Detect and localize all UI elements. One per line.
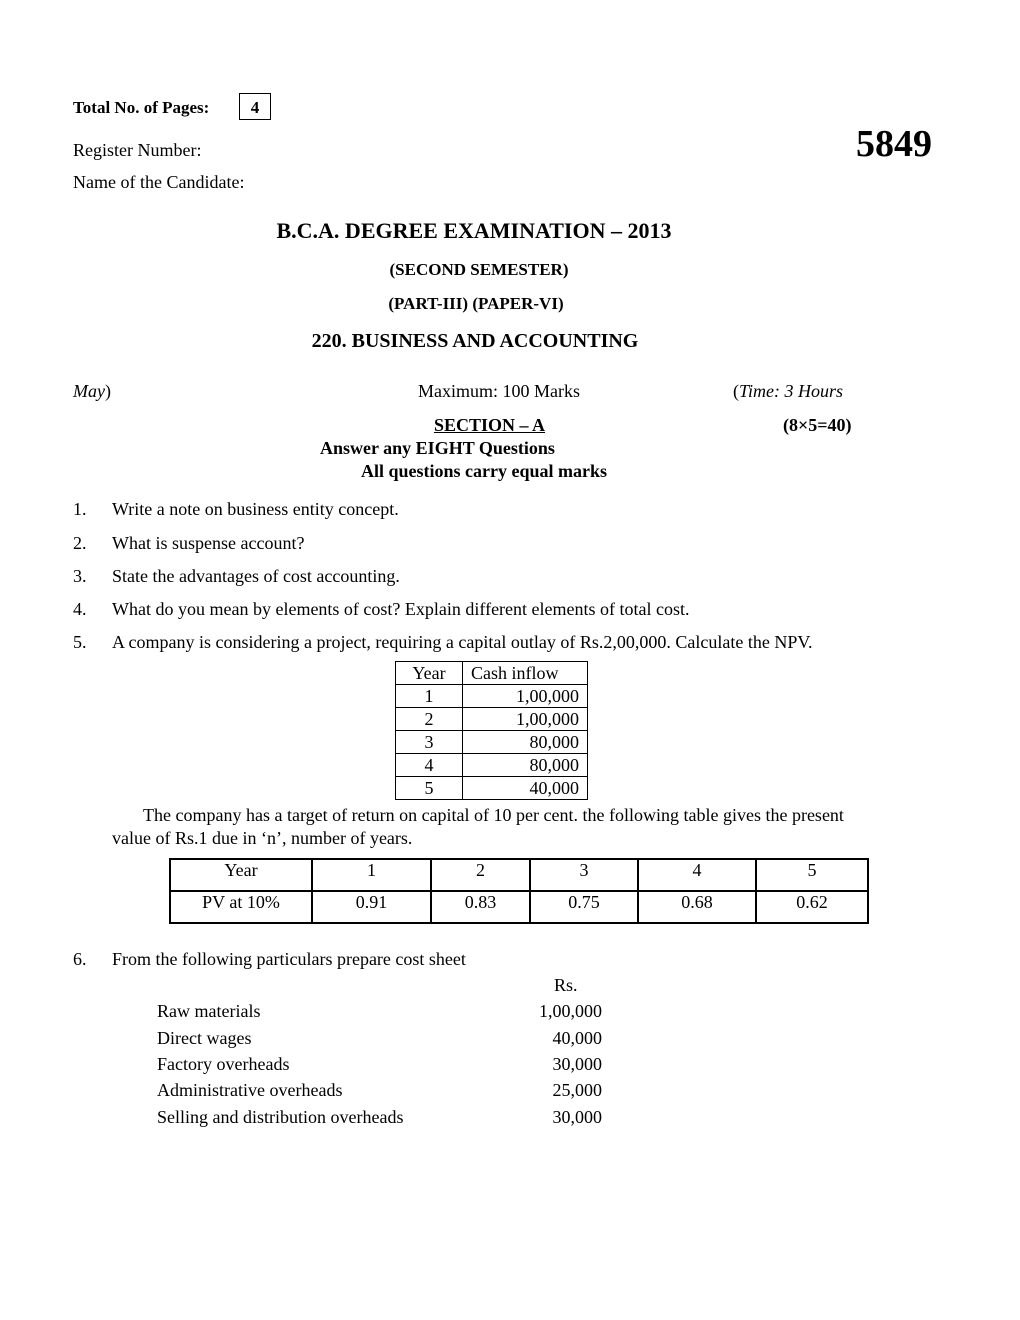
question-5-note-line1: The company has a target of return on capital of 10 per cent. the following table gives the present <box>143 805 844 825</box>
table-header: Cash inflow <box>463 662 588 685</box>
question-number: 5. <box>73 632 87 652</box>
section-a-note: All questions carry equal marks <box>361 461 608 481</box>
question-number: 1. <box>73 499 87 519</box>
question-text: What is suspense account? <box>112 533 305 553</box>
question-number: 3. <box>73 566 87 586</box>
table-cell: 1 <box>312 859 431 891</box>
paper-code: 5849 <box>856 123 932 165</box>
question-text: A company is considering a project, requiring a capital outlay of Rs.2,00,000. Calculate the NPV. <box>112 632 813 652</box>
question-text: Write a note on business entity concept. <box>112 499 399 519</box>
table-cell: PV at 10% <box>170 891 312 923</box>
cost-item-value: 30,000 <box>552 1054 602 1074</box>
total-pages-value: 4 <box>239 93 271 120</box>
table-cell: 0.83 <box>431 891 530 923</box>
semester-title: (SECOND SEMESTER) <box>389 260 569 279</box>
cost-sheet-unit: Rs. <box>554 975 578 995</box>
question-number: 6. <box>73 949 87 969</box>
table-row <box>170 891 868 923</box>
table-cell: 2 <box>431 859 530 891</box>
exam-month: May) <box>73 381 111 401</box>
register-number-label: Register Number: <box>73 140 202 160</box>
section-a-marks: (8×5=40) <box>783 415 852 435</box>
table-cell: 4 <box>638 859 756 891</box>
table-cell: 1 <box>396 685 463 708</box>
table-cell: 2 <box>396 708 463 731</box>
table-cell: 80,000 <box>463 731 588 754</box>
table-cell: 40,000 <box>463 777 588 800</box>
cost-item-value: 1,00,000 <box>539 1001 602 1021</box>
table-header-row <box>396 662 588 685</box>
maximum-marks: Maximum: 100 Marks <box>418 381 580 401</box>
cost-item-value: 40,000 <box>552 1028 602 1048</box>
question-number: 2. <box>73 533 87 553</box>
table-cell: 0.75 <box>530 891 638 923</box>
section-a-instruction: Answer any EIGHT Questions <box>320 438 555 458</box>
table-cell: Year <box>170 859 312 891</box>
cost-item-label: Selling and distribution overheads <box>157 1107 404 1127</box>
question-number: 4. <box>73 599 87 619</box>
part-title: (PART-III) (PAPER-VI) <box>388 294 564 313</box>
table-cell: 0.68 <box>638 891 756 923</box>
table-row <box>396 708 588 731</box>
candidate-name-label: Name of the Candidate: <box>73 172 245 192</box>
question-5-note-line2: value of Rs.1 due in ‘n’, number of years. <box>112 828 413 848</box>
section-a-title: SECTION – A <box>434 415 546 435</box>
table-cell: 5 <box>396 777 463 800</box>
question-text: What do you mean by elements of cost? Explain different elements of total cost. <box>112 599 690 619</box>
present-value-table <box>169 858 869 924</box>
exam-time: (Time: 3 Hours <box>733 381 844 401</box>
table-cell: 5 <box>756 859 868 891</box>
exam-title: B.C.A. DEGREE EXAMINATION – 2013 <box>276 218 672 243</box>
table-header: Year <box>396 662 463 685</box>
question-text: From the following particulars prepare cost sheet <box>112 949 466 969</box>
table-row <box>170 859 868 891</box>
cost-item-label: Raw materials <box>157 1001 261 1021</box>
cost-item-label: Administrative overheads <box>157 1080 343 1100</box>
cash-inflow-table <box>395 661 588 800</box>
table-row <box>396 777 588 800</box>
table-cell: 3 <box>530 859 638 891</box>
table-cell: 80,000 <box>463 754 588 777</box>
table-row <box>396 731 588 754</box>
table-cell: 1,00,000 <box>463 685 588 708</box>
table-cell: 3 <box>396 731 463 754</box>
subject-title: 220. BUSINESS AND ACCOUNTING <box>311 330 639 352</box>
table-row <box>396 754 588 777</box>
question-text: State the advantages of cost accounting. <box>112 566 400 586</box>
table-row <box>396 685 588 708</box>
table-cell: 4 <box>396 754 463 777</box>
table-cell: 0.62 <box>756 891 868 923</box>
table-cell: 0.91 <box>312 891 431 923</box>
cost-item-label: Factory overheads <box>157 1054 290 1074</box>
cost-item-value: 30,000 <box>552 1107 602 1127</box>
cost-item-label: Direct wages <box>157 1028 252 1048</box>
total-pages-label: Total No. of Pages: <box>73 98 210 117</box>
table-cell: 1,00,000 <box>463 708 588 731</box>
cost-item-value: 25,000 <box>552 1080 602 1100</box>
